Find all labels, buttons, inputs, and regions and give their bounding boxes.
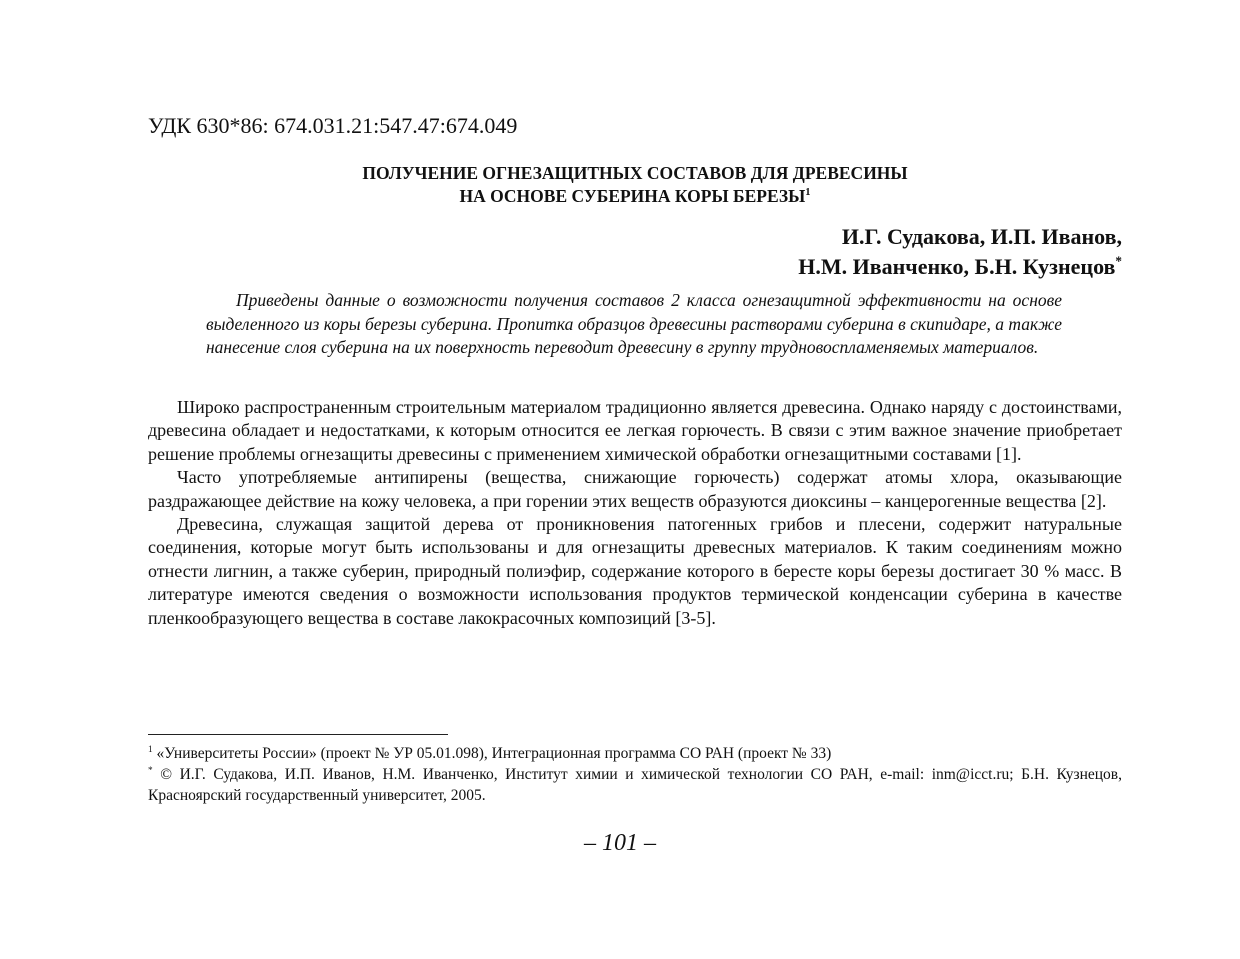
footnotes (148, 743, 1122, 806)
abstract-text: Приведены данные о возможности получения составов 2 класса огнезащитной эффективности на основе выделенного из коры березы суберина. Пропитка образцов древесины растворами суберина в скипидаре, а также нанесение слоя суберина на их поверхность переводит древесину в группу трудновоспламеняемых материалов. (206, 290, 1062, 357)
author-footnote-mark: * (1115, 253, 1122, 269)
title-footnote-mark: 1 (805, 187, 811, 199)
article-title-line-2 (148, 185, 1122, 208)
author-list (798, 222, 1122, 282)
footnote-1-mark: 1 (148, 744, 153, 755)
footnote-1 (148, 743, 1122, 764)
author-line-2-text: Н.М. Иванченко, Б.Н. Кузнецов (798, 254, 1116, 279)
body-paragraph-2: Часто употребляемые антипирены (вещества, снижающие горючесть) содержат атомы хлора, оказывающие раздражающее действие на кожу человека, а при горении этих веществ образуются диоксины – канцерогенные вещества [2]. (148, 467, 1122, 511)
footnote-2 (148, 764, 1122, 806)
author-line-2 (798, 252, 1122, 282)
udc-code: УДК 630*86: 674.031.21:547.47:674.049 (148, 113, 518, 138)
body-paragraph-3: Древесина, служащая защитой дерева от проникновения патогенных грибов и плесени, содержит натуральные соединения, которые могут быть использованы и для огнезащиты древесных материалов. К таким соединениям можно отнести лигнин, а также суберин, природный полиэфир, содержание которого в бересте коры березы достигает 30 % масс. В литературе имеются сведения о возможности использования продуктов термической конденсации суберина в качестве пленкообразующего вещества в составе лакокрасочных композиций [3-5]. (148, 514, 1122, 628)
article-title-line-2-text: НА ОСНОВЕ СУБЕРИНА КОРЫ БЕРЕЗЫ (459, 186, 806, 206)
footnote-separator (148, 734, 448, 735)
footnote-2-text: © И.Г. Судакова, И.П. Иванов, Н.М. Иванченко, Институт химии и химической технологии СО РАН, e-mail: inm@icct.ru; Б.Н. Кузнецов, Красноярский государственный университет, 2005. (148, 766, 1122, 804)
abstract (206, 289, 1062, 360)
author-line-1: И.Г. Судакова, И.П. Иванов, (841, 224, 1122, 249)
body-paragraph-1: Широко распространенным строительным материалом традиционно является древесина. Однако наряду с достоинствами, древесина обладает и недостатками, к которым относится ее легкая горючесть. В связи с этим важное значение приобретает решение проблемы огнезащиты древесины с применением химической обработки огнезащитными составами [1]. (148, 397, 1122, 464)
footnote-1-text: «Университеты России» (проект № УР 05.01.098), Интеграционная программа СО РАН (проект № 33) (156, 745, 832, 762)
article-body (148, 396, 1122, 630)
article-title-line-1: ПОЛУЧЕНИЕ ОГНЕЗАЩИТНЫХ СОСТАВОВ ДЛЯ ДРЕВЕСИНЫ (362, 163, 908, 183)
footnote-2-mark: * (148, 765, 153, 776)
article-title (148, 162, 1122, 208)
page-number: – 101 – (584, 830, 656, 856)
